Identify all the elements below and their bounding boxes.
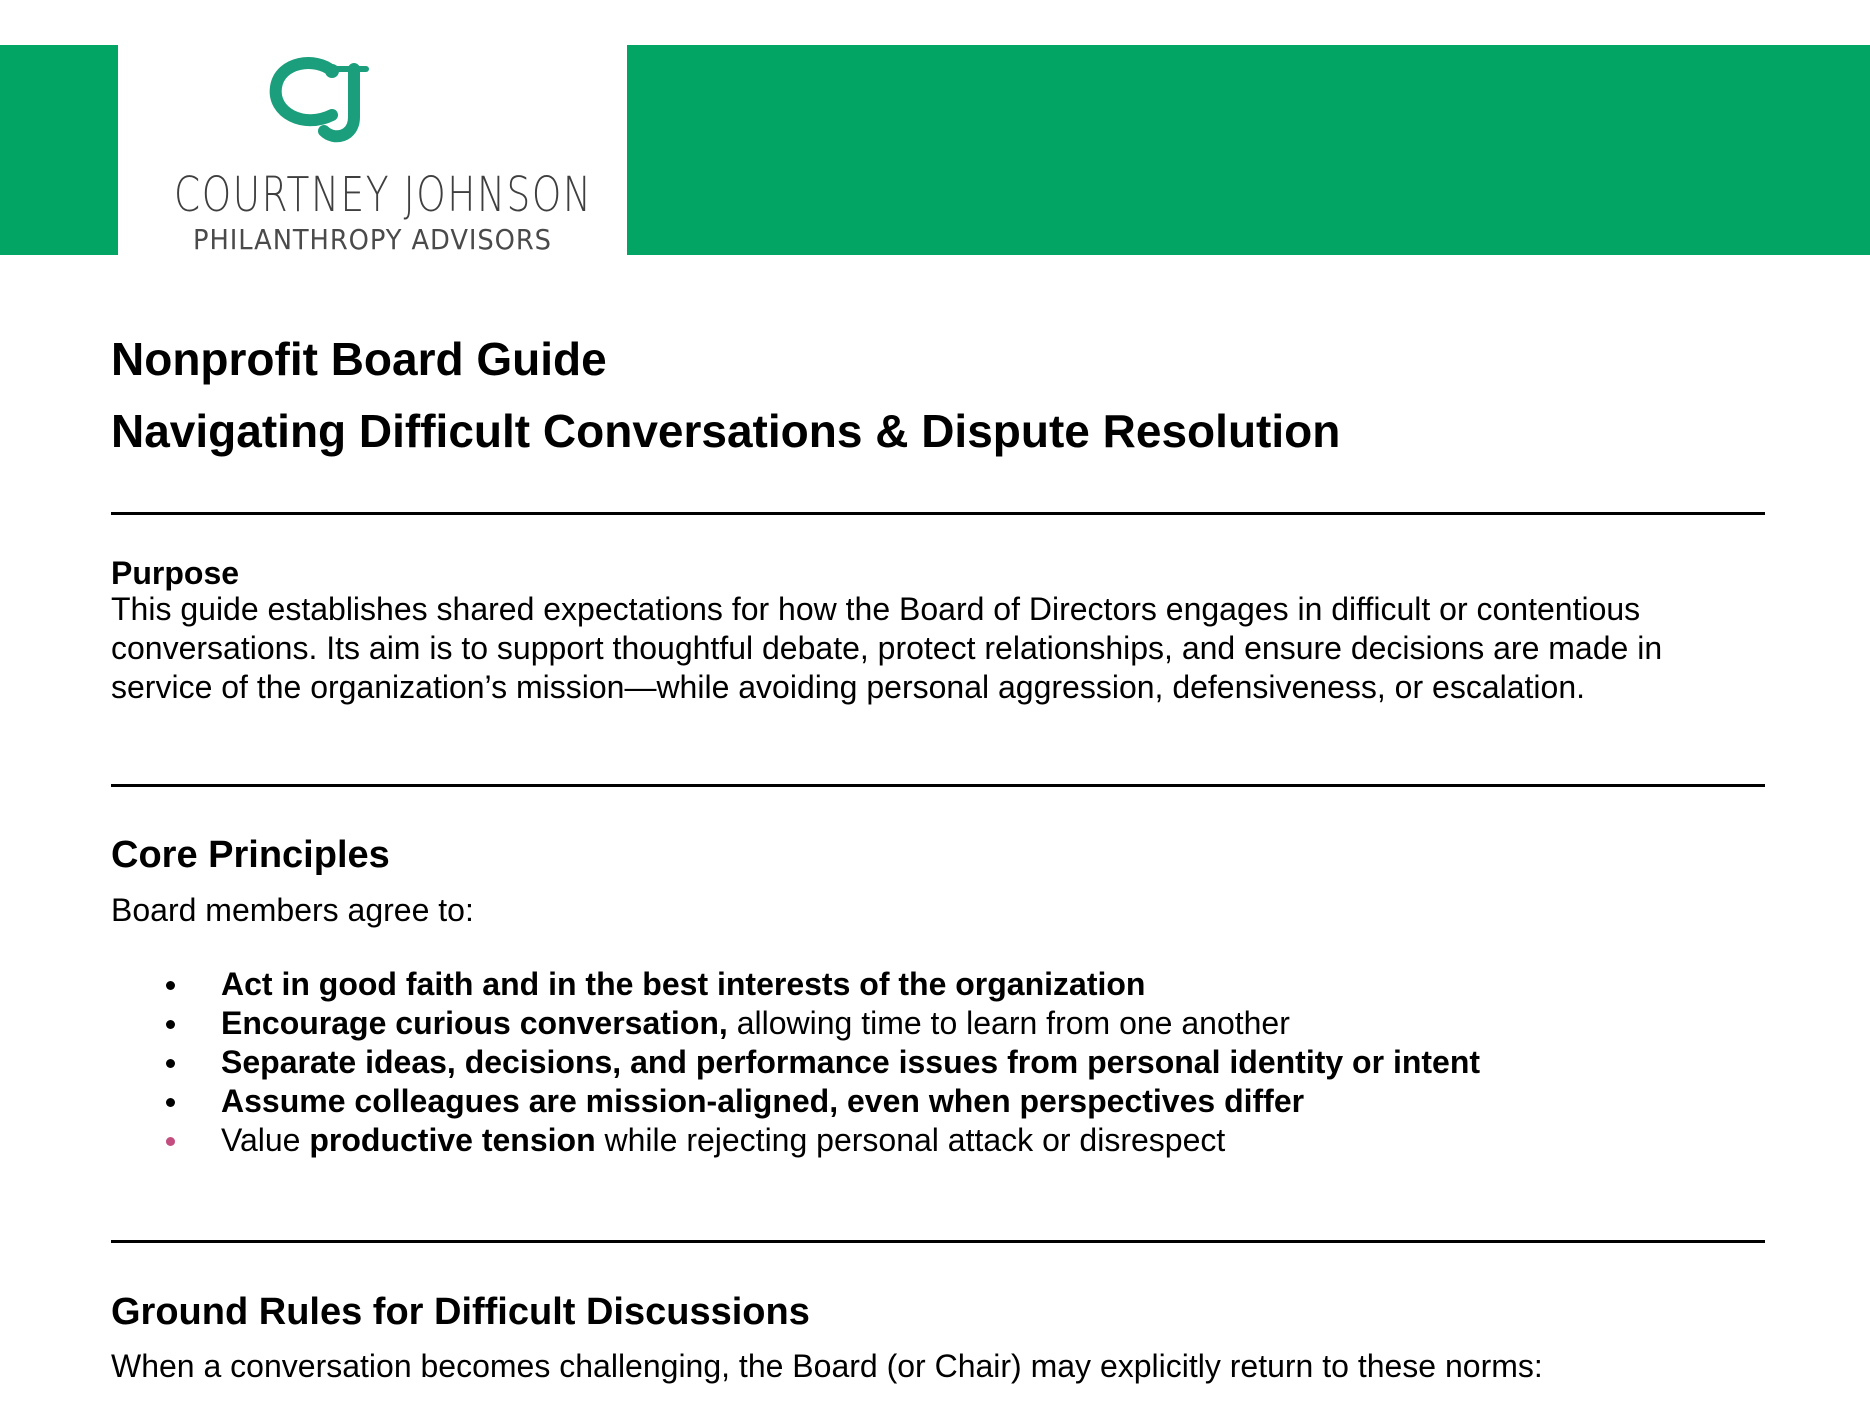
list-item-text: Act in good faith and in the best interests of the organization <box>221 966 1146 1002</box>
header-band-right <box>627 45 1870 255</box>
list-item-text: Assume colleagues are mission-aligned, even when perspectives differ <box>221 1083 1305 1119</box>
ground-rules-heading: Ground Rules for Difficult Discussions <box>111 1291 810 1333</box>
ground-rules-intro: When a conversation becomes challenging, the Board (or Chair) may explicitly return to these norms: <box>111 1348 1543 1384</box>
bullet-icon <box>166 1059 175 1068</box>
document-subtitle: Navigating Difficult Conversations & Dispute Resolution <box>111 405 1341 457</box>
logo-company-name: COURTNEY JOHNSON <box>173 167 593 223</box>
list-item-text: Encourage curious conversation, allowing time to learn from one another <box>221 1005 1290 1041</box>
list-item <box>0 1121 1870 1160</box>
purpose-heading: Purpose <box>111 555 240 591</box>
document-title: Nonprofit Board Guide <box>111 333 607 385</box>
list-item <box>0 965 1870 1004</box>
list-item-text: Value productive tension while rejecting personal attack or disrespect <box>221 1122 1226 1158</box>
logo-company-subtitle: PHILANTHROPY ADVISORS <box>193 223 552 256</box>
list-item-text: Separate ideas, decisions, and performance issues from personal identity or intent <box>221 1044 1481 1080</box>
purpose-text: This guide establishes shared expectations for how the Board of Directors engages in difficult or contentious conversations. Its aim is to support thoughtful debate, protect relationships, and ensure decisions are made in service of the organization’s mission—while avoiding personal aggression, defensiveness, or escalation. <box>111 591 1663 705</box>
bullet-icon <box>166 1098 175 1107</box>
core-principles-intro: Board members agree to: <box>111 892 474 928</box>
section-divider <box>111 784 1765 787</box>
section-divider <box>111 1240 1765 1243</box>
core-principles-heading: Core Principles <box>111 834 390 876</box>
bullet-icon <box>166 1020 175 1029</box>
bullet-icon <box>166 1137 175 1146</box>
list-item <box>0 1082 1870 1121</box>
section-divider <box>111 512 1765 515</box>
company-logo <box>118 45 627 255</box>
list-item <box>0 1004 1870 1043</box>
core-principles-list <box>0 965 1870 1160</box>
list-item <box>0 1043 1870 1082</box>
bullet-icon <box>166 981 175 990</box>
header-band-left <box>0 45 118 255</box>
